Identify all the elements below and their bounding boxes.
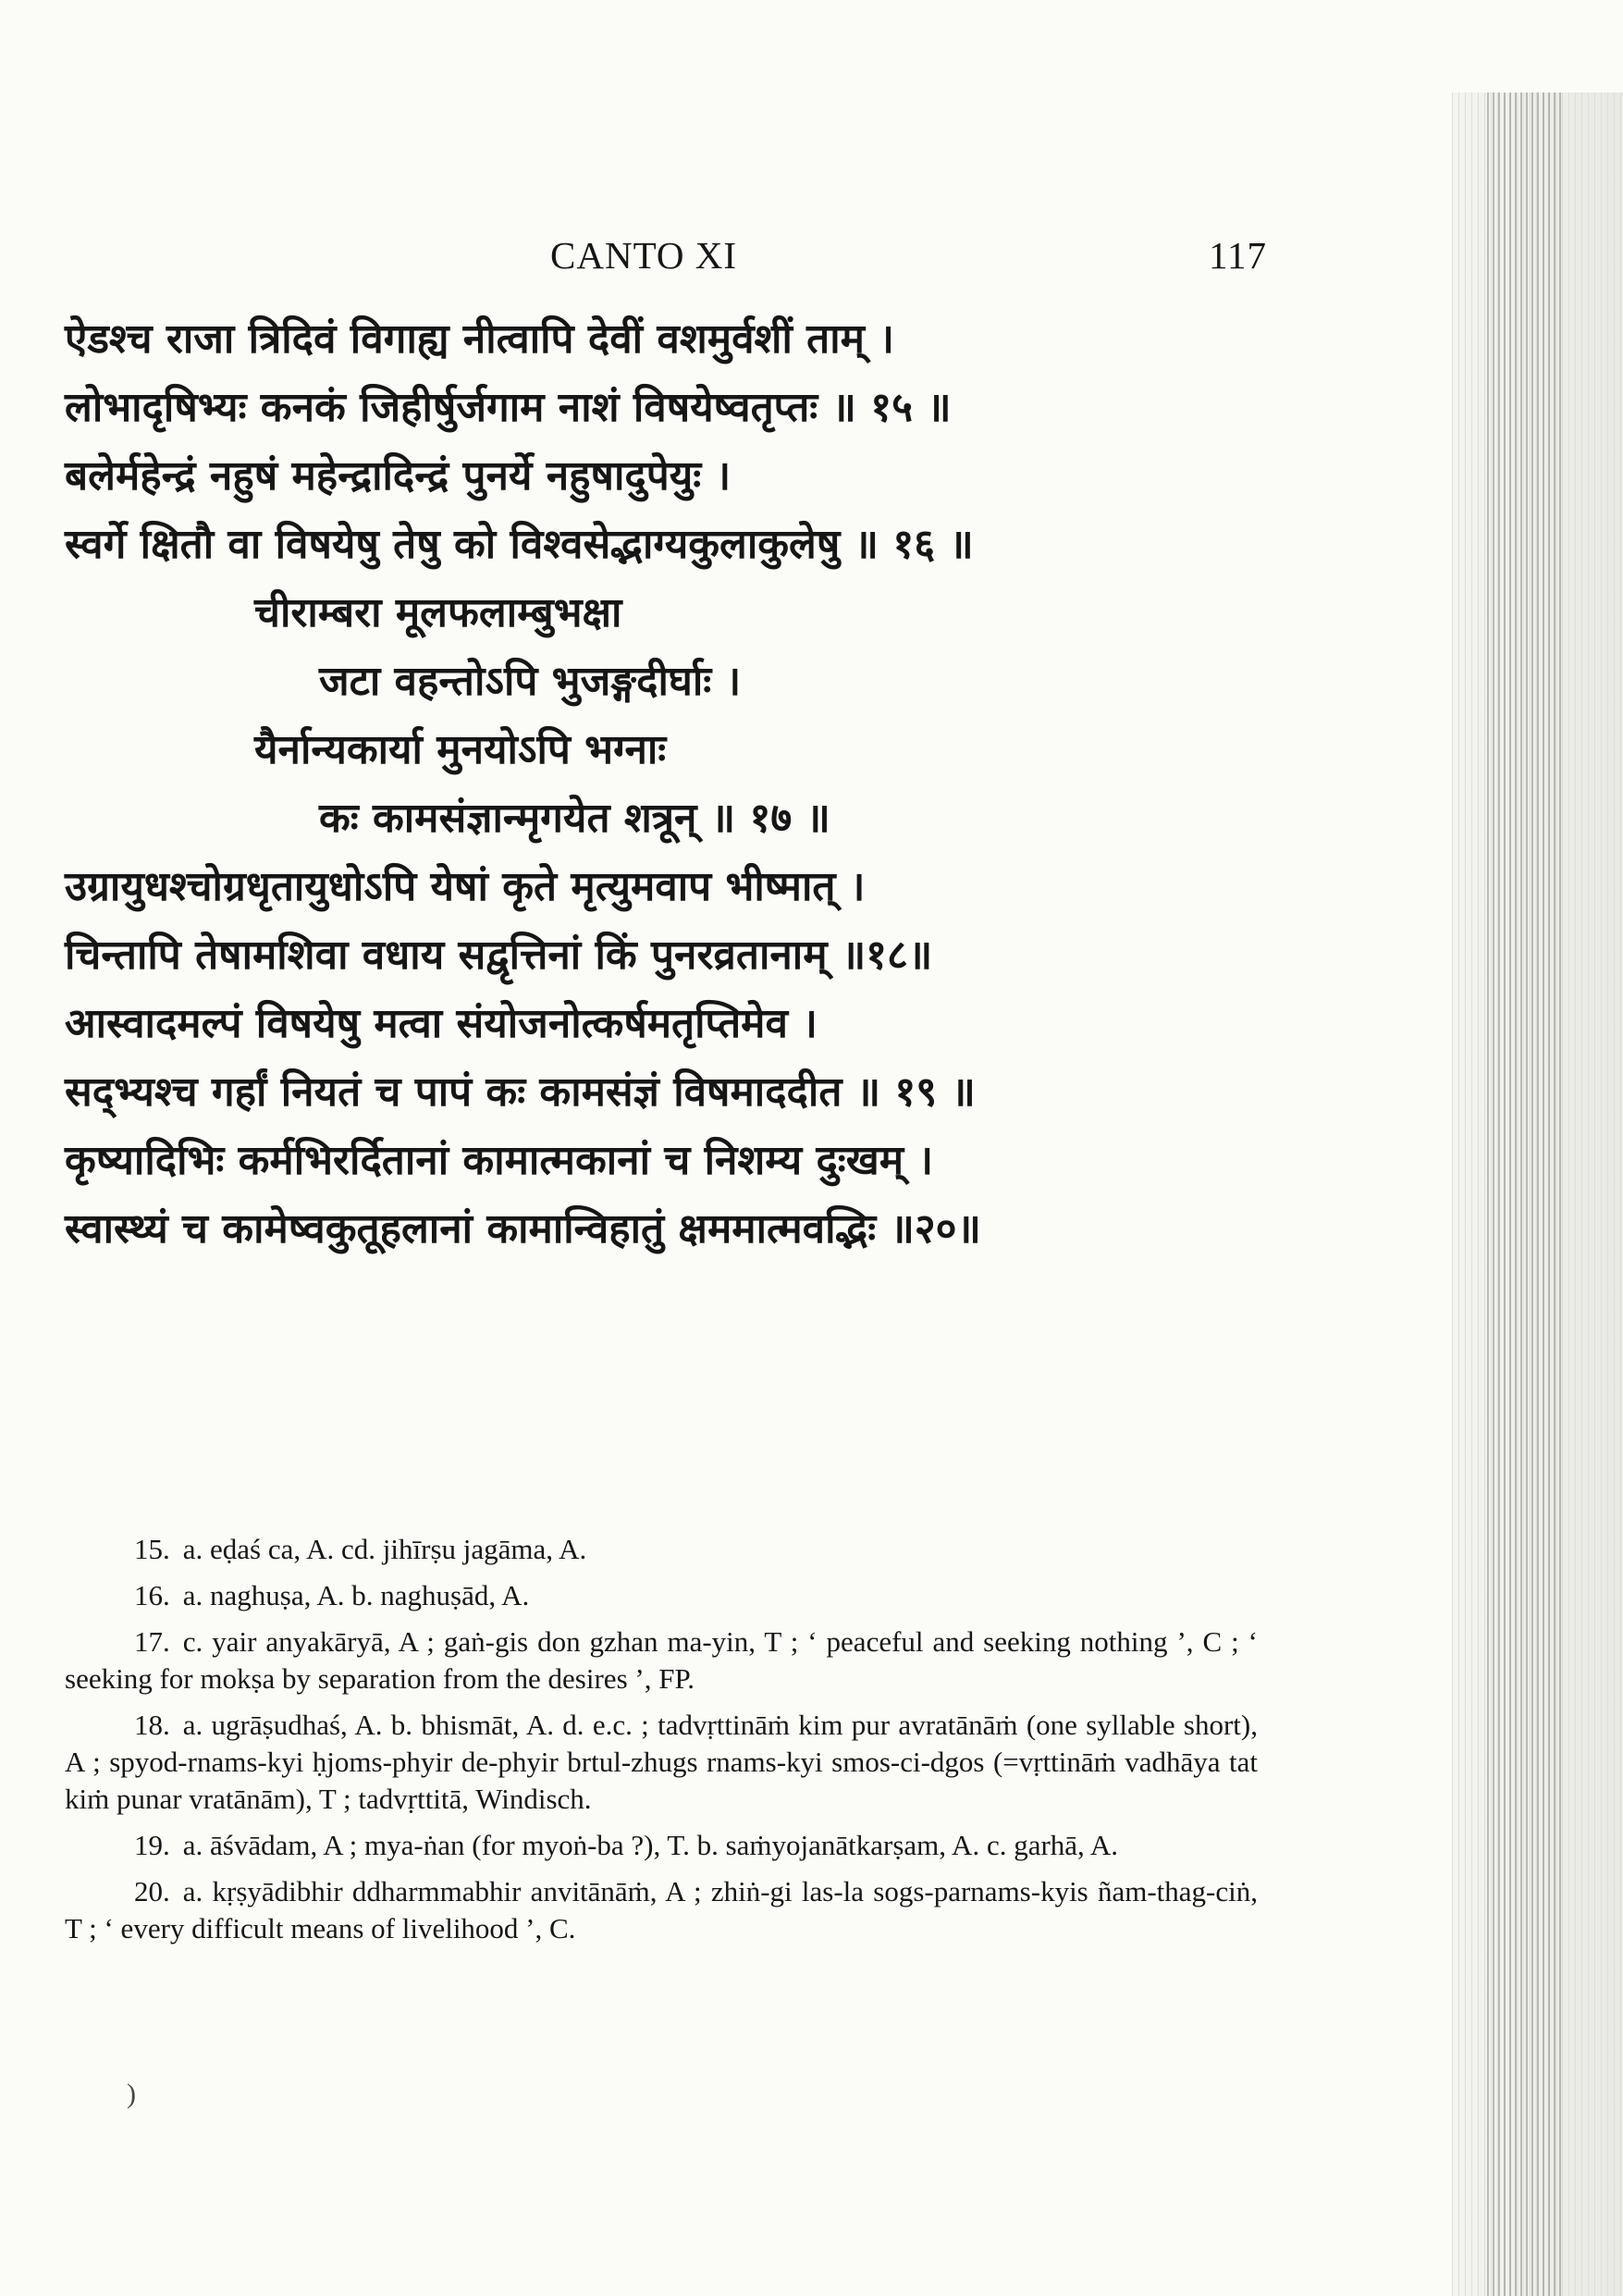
verse-17-line-3: यैर्नान्यकार्या मुनयोऽपि भग्नाः <box>254 726 667 773</box>
verse-17-line-4: कः कामसंज्ञान्मृगयेत शत्रून् ॥ १७ ॥ <box>319 795 830 842</box>
verse-19-line-1: आस्वादमल्पं विषयेषु मत्वा संयोजनोत्कर्षमतृप्तिमेव । <box>65 1000 818 1047</box>
verse-15-line-2: लोभादृषिभ्यः कनकं जिहीर्षुर्जगाम नाशं विषयेष्वतृप्तः ॥ १५ ॥ <box>65 384 952 431</box>
verse-17-line-1: चीराम्बरा मूलफलाम्बुभक्षा <box>254 589 622 636</box>
footnote-16 <box>65 1577 1258 1614</box>
footnote-number: 20. <box>134 1875 170 1907</box>
footnote-number: 19. <box>134 1829 170 1861</box>
verse-20-line-2: स्वास्थ्यं च कामेष्वकुतूहलानां कामान्विहातुं क्षममात्मवद्भिः ॥२०॥ <box>65 1205 981 1253</box>
verse-18-line-1: उग्रायुधश्चोग्रधृतायुधोऽपि येषां कृते मृत्युमवाप भीष्मात् । <box>65 863 866 910</box>
footnote-text: a. naghuṣa, A. b. naghuṣād, A. <box>182 1579 530 1611</box>
verse-17-line-2: जटा वहन्तोऽपि भुजङ्गदीर्घाः । <box>319 658 742 705</box>
footnote-number: 16. <box>134 1579 170 1611</box>
footnote-20 <box>65 1873 1258 1947</box>
footnote-number: 15. <box>134 1533 170 1565</box>
running-head <box>120 233 1267 289</box>
verse-20-line-1: कृष्यादिभिः कर्मभिरर्दितानां कामात्मकानां च निशम्य दुःखम् । <box>65 1137 933 1184</box>
page-number: 117 <box>1209 234 1267 277</box>
verse-block <box>65 305 1295 1264</box>
footnote-19 <box>65 1827 1258 1864</box>
verse-16-line-2: स्वर्गे क्षितौ वा विषयेषु तेषु को विश्वसेद्भाग्यकुलाकुलेषु ॥ १६ ॥ <box>65 521 974 568</box>
footnote-number: 18. <box>134 1709 170 1741</box>
footnote-text: a. āśvādam, A ; mya-ṅan (for myoṅ-ba ?), T. b. saṁyojanātkarṣam, A. c. garhā, A. <box>182 1829 1118 1861</box>
verse-15-line-1: ऐडश्च राजा त्रिदिवं विगाह्य नीत्वापि देवीं वशमुर्वशीं ताम् । <box>65 315 894 363</box>
footnotes <box>65 1531 1258 1957</box>
footnote-text: a. eḍaś ca, A. cd. jihīrṣu jagāma, A. <box>182 1533 587 1565</box>
verse-18-line-2: चिन्तापि तेषामशिवा वधाय सद्वृत्तिनां किं पुनरव्रतानाम् ॥१८॥ <box>65 932 933 979</box>
footnote-text: c. yair anyakāryā, A ; gaṅ-gis don gzhan ma-yin, T ; ‘ peaceful and seeking nothing ’, C ; ‘ seeking for mokṣa by separation from the desires ’, FP. <box>65 1625 1258 1695</box>
stray-mark: ) <box>127 2079 136 2109</box>
verse-19-line-2: सद्भ्यश्च गर्हां नियतं च पापं कः कामसंज्ञं विषमाददीत ॥ १९ ॥ <box>65 1068 976 1116</box>
footnote-17 <box>65 1623 1258 1697</box>
page-edge-lines <box>1487 93 1561 2296</box>
footnote-text: a. kṛṣyādibhir ddharmmabhir anvitānāṁ, A ; zhiṅ-gi las-la sogs-parnams-kyis ñam-thag-ciṅ, T ; ‘ every difficult means of livelihood ’, C. <box>65 1875 1258 1944</box>
canto-title: CANTO XI <box>550 234 737 277</box>
footnote-number: 17. <box>134 1625 170 1658</box>
footnote-text: a. ugrāṣudhaś, A. b. bhismāt, A. d. e.c. ; tadvṛttināṁ kim pur avratānāṁ (one syllable short), A ; spyod-rnams-kyi ḥjoms-phyir de-phyir brtul-zhugs rnams-kyi smos-ci-dgos (=vṛttināṁ vadhāya tat kiṁ punar vratānām), T ; tadvṛttitā, Windisch. <box>65 1709 1258 1815</box>
footnote-18 <box>65 1707 1258 1818</box>
footnote-15 <box>65 1531 1258 1568</box>
verse-16-line-1: बलेर्महेन्द्रं नहुषं महेन्द्रादिन्द्रं पुनर्ये नहुषादुपेयुः । <box>65 452 732 500</box>
